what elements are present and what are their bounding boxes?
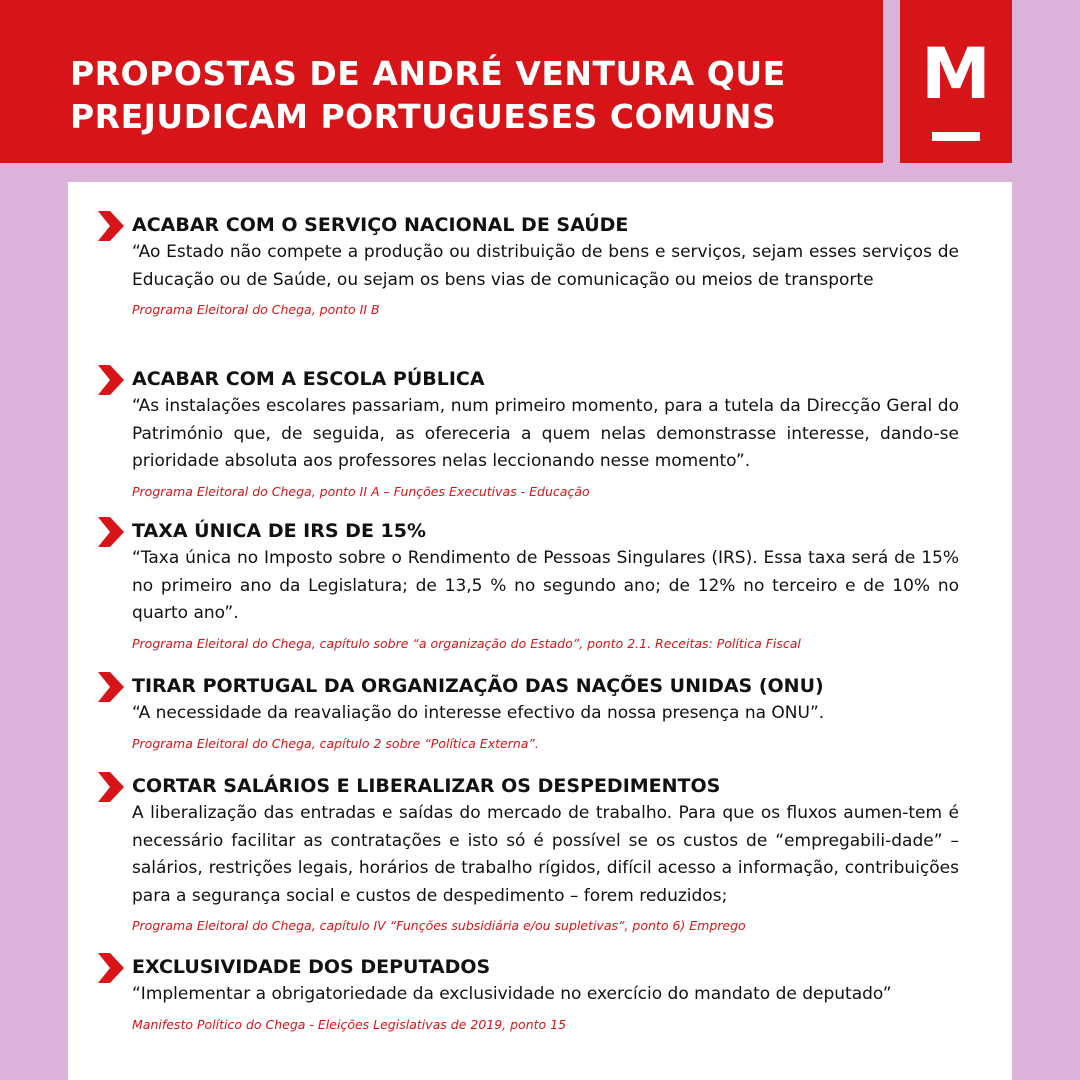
proposal-title: ACABAR COM A ESCOLA PÚBLICA (132, 368, 485, 390)
proposal-title: TIRAR PORTUGAL DA ORGANIZAÇÃO DAS NAÇÕES UNIDAS (ONU) (132, 675, 824, 697)
logo-underline (932, 132, 980, 141)
proposal-quote (132, 800, 959, 936)
proposal-quote-text: “Implementar a obrigatoriedade da exclusividade no exercício do mandato de deputado” (132, 984, 892, 1004)
proposal-source: Programa Eleitoral do Chega, capítulo 2 sobre “Política Externa”. (132, 735, 539, 751)
proposal-title: TAXA ÚNICA DE IRS DE 15% (132, 520, 427, 542)
logo (900, 0, 1012, 163)
chevron-right-icon (98, 772, 124, 802)
page-title-line-2: PREJUDICAM PORTUGUESES COMUNS (70, 97, 777, 136)
proposal-source: Programa Eleitoral do Chega, ponto II B (132, 302, 380, 317)
proposal-quote-text: “Ao Estado não compete a produção ou distribuição de bens e serviços, sejam esses serviços de Educação ou de Saúde, ou sejam os bens vias de comunicação ou meios de transporte (132, 242, 959, 290)
proposal-quote (132, 545, 959, 654)
proposal-title: EXCLUSIVIDADE DOS DEPUTADOS (132, 956, 491, 978)
proposal-source: Programa Eleitoral do Chega, ponto II A – Funções Executivas - Educação (132, 483, 590, 499)
proposals-card (68, 182, 1012, 1080)
proposal-source: Manifesto Político do Chega - Eleições Legislativas de 2019, ponto 15 (132, 1016, 567, 1032)
chevron-right-icon (98, 672, 124, 702)
proposal-quote-text: A liberalização das entradas e saídas do mercado de trabalho. Para que os fluxos aumen-tem é necessário facilitar as contratações e isto só é possível se os custos de “empregabili-dade” – salários, restrições legais, horários de trabalho rígidos, difícil acesso a informação, contribuições para a segurança social e custos de despedimento – forem reduzidos; (132, 803, 959, 906)
logo-letter: M (921, 33, 991, 115)
proposal-quote-text: “Taxa única no Imposto sobre o Rendimento de Pessoas Singulares (IRS). Essa taxa será de 15% no primeiro ano da Legislatura; de 13,5 % no segundo ano; de 12% no terceiro e de 10% no quarto ano”. (132, 548, 959, 623)
proposal-quote (132, 981, 959, 1035)
proposal-quote (132, 393, 959, 502)
page-title-line-1: PROPOSTAS DE ANDRÉ VENTURA QUE (70, 54, 786, 93)
header-banner (0, 0, 883, 163)
page-title (70, 52, 870, 138)
proposal-title: CORTAR SALÁRIOS E LIBERALIZAR OS DESPEDIMENTOS (132, 775, 721, 797)
chevron-right-icon (98, 517, 124, 547)
proposal-title: ACABAR COM O SERVIÇO NACIONAL DE SAÚDE (132, 214, 629, 236)
proposal-quote-text: “A necessidade da reavaliação do interesse efectivo da nossa presença na ONU”. (132, 703, 825, 723)
chevron-right-icon (98, 211, 124, 241)
chevron-right-icon (98, 365, 124, 395)
proposal-quote (132, 239, 959, 320)
chevron-right-icon (98, 953, 124, 983)
proposal-source: Programa Eleitoral do Chega, capítulo sobre “a organização do Estado”, ponto 2.1. Receitas: Política Fiscal (132, 635, 801, 651)
proposal-source: Programa Eleitoral do Chega, capítulo IV “Funções subsidiária e/ou supletivas”, ponto 6) Emprego (132, 918, 746, 933)
proposal-quote (132, 700, 959, 754)
proposal-quote-text: “As instalações escolares passariam, num primeiro momento, para a tutela da Direcção Geral do Património que, de seguida, as ofereceria a quem nelas demonstrasse interesse, dando-se prioridade absoluta aos professores nelas leccionando nesse momento”. (132, 396, 959, 471)
